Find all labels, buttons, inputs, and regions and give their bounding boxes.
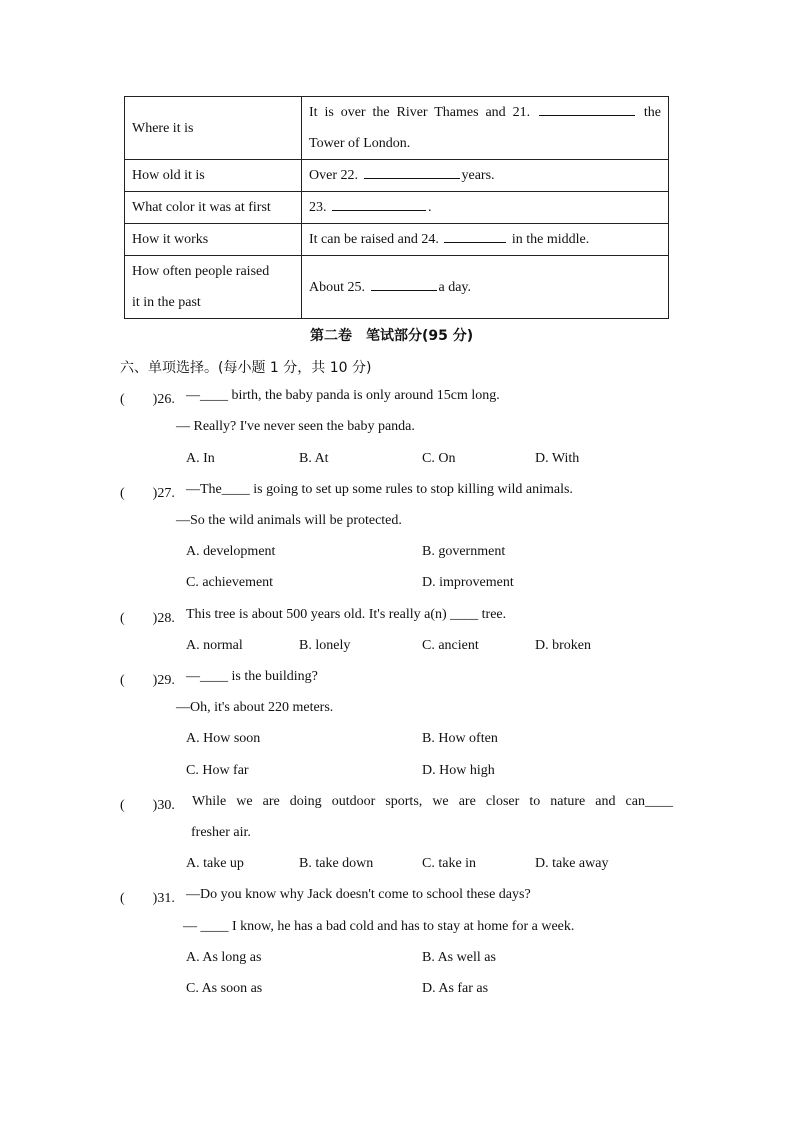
option-b[interactable]: B. take down: [299, 856, 374, 871]
answer-blank-21[interactable]: [539, 101, 635, 116]
question-stem: —Do you know why Jack doesn't come to school these days?: [186, 887, 531, 902]
table-row: [125, 97, 669, 160]
table-row: [125, 192, 669, 224]
table-row: [125, 160, 669, 192]
row-label: How old it is: [125, 160, 302, 192]
answer-blank-22[interactable]: [364, 164, 460, 179]
row-label: What color it was at first: [125, 192, 302, 224]
row-content: It is over the River Thames and 21. the Tower of London.: [302, 97, 669, 160]
row-content: It can be raised and 24. in the middle.: [302, 224, 669, 256]
question-stem: —____ is the building?: [186, 669, 318, 684]
question-number: ( )31.: [120, 891, 175, 906]
question-reply: — Really? I've never seen the baby panda.: [176, 419, 415, 434]
option-c[interactable]: C. On: [422, 451, 456, 466]
option-c[interactable]: C. As soon as: [186, 981, 263, 996]
row-content: About 25. a day.: [302, 256, 669, 319]
option-a[interactable]: A. take up: [186, 856, 244, 871]
option-b[interactable]: B. How often: [422, 731, 498, 746]
info-table: [124, 96, 669, 319]
table-row: [125, 224, 669, 256]
row-content: Over 22. years.: [302, 160, 669, 192]
question-stem: While we are doing outdoor sports, we are closer to nature and can____: [192, 794, 673, 809]
row-label: How it works: [125, 224, 302, 256]
question-reply: — ____ I know, he has a bad cold and has to stay at home for a week.: [183, 919, 575, 934]
question-number: ( )29.: [120, 673, 175, 688]
option-a[interactable]: A. development: [186, 544, 276, 559]
question-stem: This tree is about 500 years old. It's really a(n) ____ tree.: [186, 607, 507, 622]
question-stem: —____ birth, the baby panda is only around 15cm long.: [186, 388, 500, 403]
question-stem: —The____ is going to set up some rules to stop killing wild animals.: [186, 482, 573, 497]
row-label: How often people raised it in the past: [125, 256, 302, 319]
option-d[interactable]: D. As far as: [422, 981, 489, 996]
option-c[interactable]: C. achievement: [186, 575, 274, 590]
option-b[interactable]: B. As well as: [422, 950, 496, 965]
question-reply: —So the wild animals will be protected.: [176, 513, 402, 528]
option-d[interactable]: D. take away: [535, 856, 609, 871]
answer-blank-23[interactable]: [332, 196, 426, 211]
option-b[interactable]: B. At: [299, 451, 329, 466]
option-d[interactable]: D. broken: [535, 638, 591, 653]
option-b[interactable]: B. lonely: [299, 638, 351, 653]
answer-blank-25[interactable]: [371, 276, 437, 291]
option-a[interactable]: A. As long as: [186, 950, 262, 965]
row-label: Where it is: [125, 97, 302, 160]
option-d[interactable]: D. How high: [422, 763, 495, 778]
row-content: 23. .: [302, 192, 669, 224]
option-d[interactable]: D. improvement: [422, 575, 514, 590]
option-a[interactable]: A. In: [186, 451, 215, 466]
question-stem-continued: fresher air.: [191, 825, 251, 840]
part-title: 第二卷 笔试部分(95 分): [310, 328, 474, 344]
table-row: [125, 256, 669, 319]
option-b[interactable]: B. government: [422, 544, 506, 559]
answer-blank-24[interactable]: [444, 228, 506, 243]
option-a[interactable]: A. How soon: [186, 731, 261, 746]
question-number: ( )26.: [120, 392, 175, 407]
section-title: 六、单项选择。(每小题 1 分，共 10 分): [120, 360, 372, 376]
question-number: ( )28.: [120, 611, 175, 626]
option-c[interactable]: C. take in: [422, 856, 477, 871]
question-number: ( )27.: [120, 486, 175, 501]
option-d[interactable]: D. With: [535, 451, 580, 466]
option-a[interactable]: A. normal: [186, 638, 243, 653]
question-reply: —Oh, it's about 220 meters.: [176, 700, 334, 715]
question-number: ( )30.: [120, 798, 175, 813]
option-c[interactable]: C. How far: [186, 763, 249, 778]
option-c[interactable]: C. ancient: [422, 638, 479, 653]
